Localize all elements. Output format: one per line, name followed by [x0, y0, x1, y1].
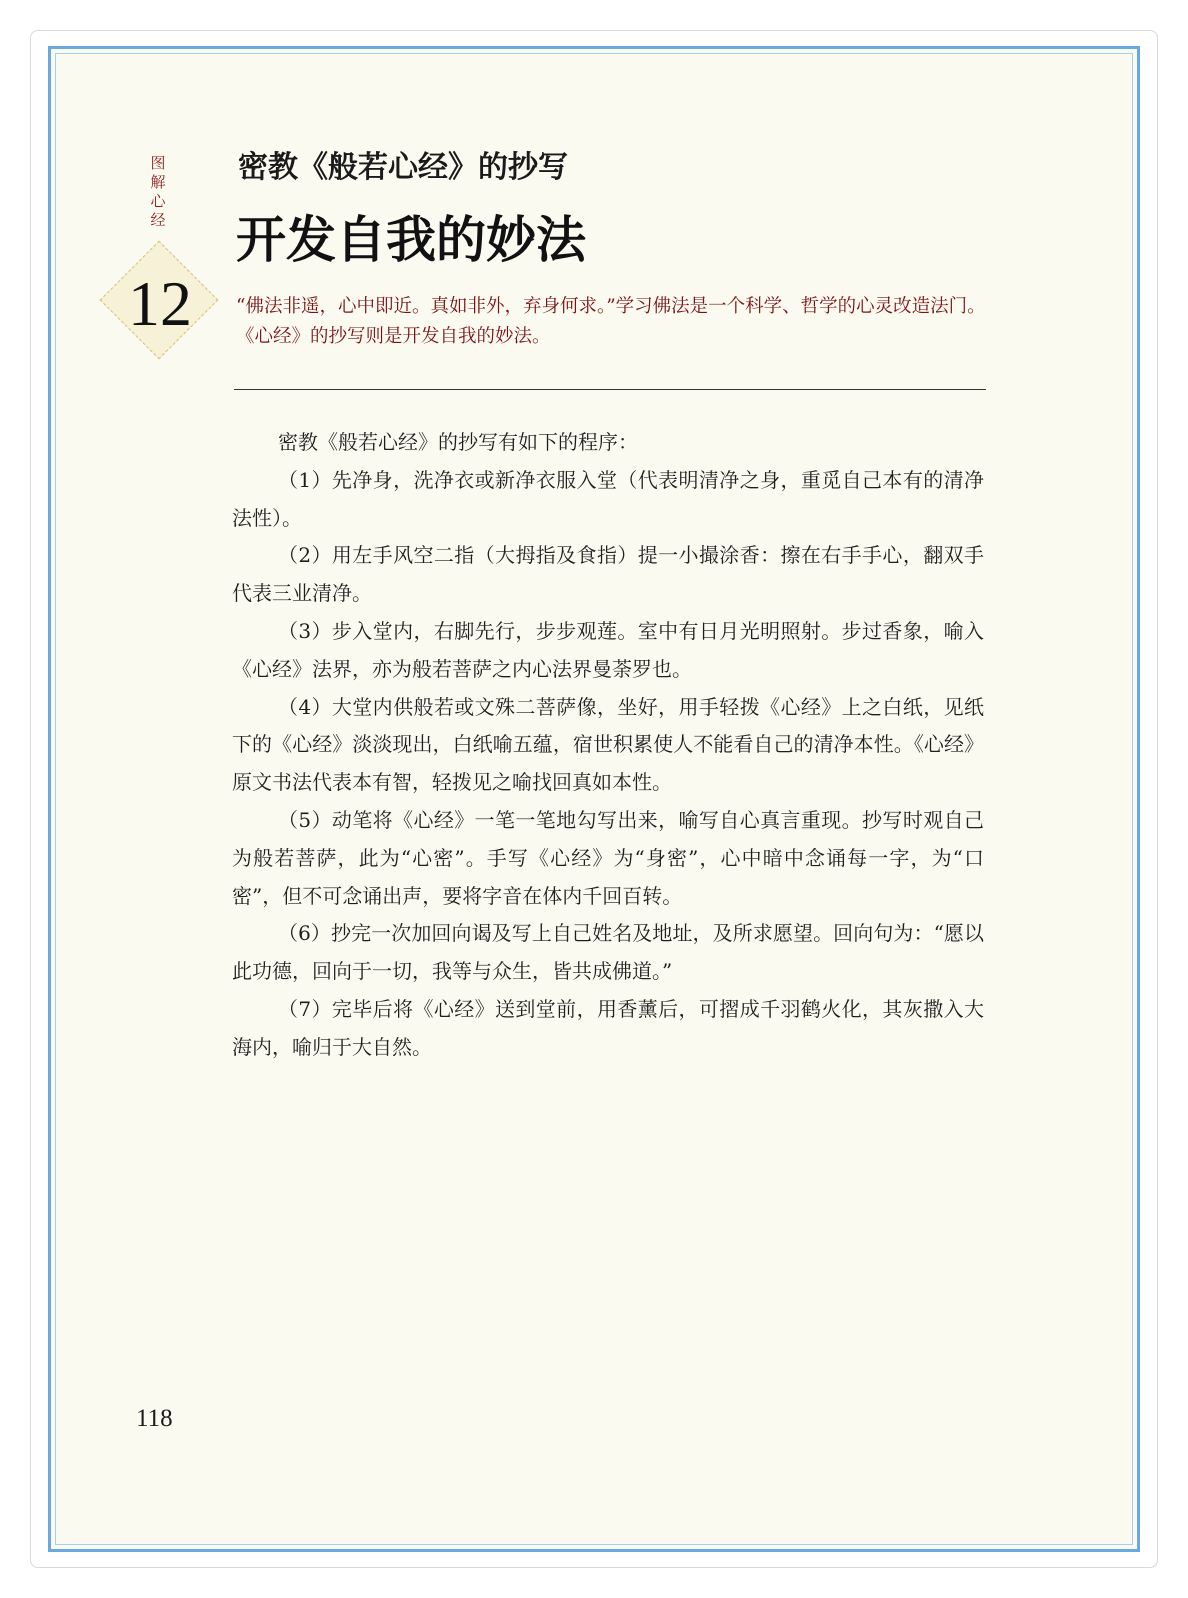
body-paragraph: （7）完毕后将《心经》送到堂前，用香薰后，可摺成千羽鹤火化，其灰撒入大海内，喻归于大自然。: [232, 996, 984, 1059]
series-char: 图: [150, 154, 166, 172]
body-paragraph: （2）用左手风空二指（大拇指及食指）提一小撮涂香：擦在右手手心，翻双手代表三业清净。: [232, 543, 984, 606]
body-paragraph: （6）抄完一次加回向谒及写上自己姓名及地址，及所求愿望。回向句为：“愿以此功德，回向于一切，我等与众生，皆共成佛道。”: [232, 921, 984, 984]
chapter-number: 12: [128, 268, 192, 339]
section-title: 开发自我的妙法: [236, 210, 586, 269]
intro-quote: “佛法非遥，心中即近。真如非外，弃身何求。”学习佛法是一个科学、哲学的心灵改造法门。《心经》的抄写则是开发自我的妙法。: [236, 296, 986, 347]
book-series-tag: [148, 154, 168, 230]
body-paragraph: （1）先净身，洗净衣或新净衣服入堂（代表明清净之身，重觅自己本有的清净法性）。: [232, 467, 984, 530]
series-char: 经: [150, 211, 166, 229]
body-paragraph: （5）动笔将《心经》一笔一笔地勾写出来，喻写自心真言重现。抄写时观自己为般若菩萨，此为“心密”。手写《心经》为“身密”，心中暗中念诵每一字，为“口密”，但不可念诵出声，要将字音在体内千回百转。: [232, 807, 984, 908]
series-char: 心: [150, 192, 166, 210]
body-paragraph: （3）步入堂内，右脚先行，步步观莲。室中有日月光明照射。步过香象，喻入《心经》法界，亦为般若菩萨之内心法界曼荼罗也。: [232, 618, 984, 681]
section-subtitle: 密教《般若心经》的抄写: [238, 150, 568, 185]
divider-rule: [234, 389, 986, 390]
series-char: 解: [150, 173, 166, 191]
body-text: [232, 424, 984, 1067]
body-paragraph: 密教《般若心经》的抄写有如下的程序：: [278, 430, 638, 454]
body-paragraph: （4）大堂内供般若或文殊二菩萨像，坐好，用手轻拨《心经》上之白纸，见纸下的《心经》淡淡现出，白纸喻五蕴，宿世积累使人不能看自己的清净本性。《心经》原文书法代表本有智，轻拨见之喻找回真如本性。: [232, 694, 984, 795]
page-number: 118: [136, 1405, 173, 1432]
